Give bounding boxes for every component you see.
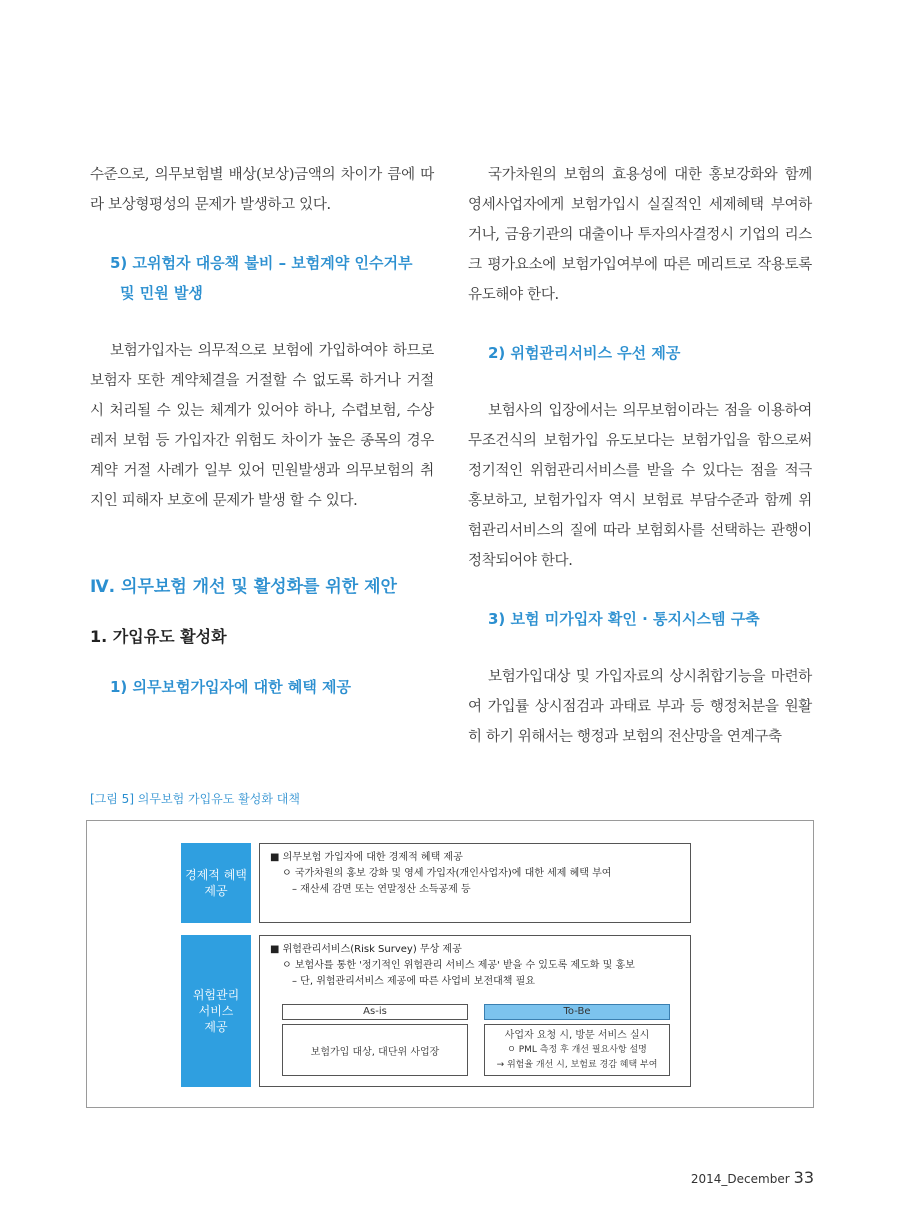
to-be-header: To-Be bbox=[484, 1004, 670, 1020]
section-heading: 1. 가입유도 활성화 bbox=[90, 627, 227, 646]
panel-item: ■ 의무보험 가입자에 대한 경제적 혜택 제공 bbox=[270, 852, 463, 863]
as-is-text: 보험가입 대상, 대단위 사업장 bbox=[310, 1046, 440, 1058]
to-be-box bbox=[484, 1024, 670, 1076]
body-paragraph: 보험가입대상 및 가입자료의 상시취합기능을 마련하여 가입률 상시점검과 과태료 부과 등 행정처분을 원활히 하기 위해서는 행정과 보험의 전산망을 연계구축 bbox=[468, 669, 812, 745]
subheading-5 bbox=[90, 248, 434, 308]
economic-benefit-label-line1: 경제적 혜택 bbox=[185, 868, 247, 882]
panel-item: – 단, 위험관리서비스 제공에 따른 사업비 보전대책 필요 bbox=[292, 976, 535, 987]
subheading-5-line1: 5) 고위험자 대응책 불비 – 보험계약 인수거부 bbox=[110, 254, 413, 272]
panel-item: – 재산세 감면 또는 연말정산 소득공제 등 bbox=[292, 884, 471, 895]
left-column bbox=[90, 160, 434, 702]
page-footer bbox=[691, 1168, 814, 1187]
panel-item: ■ 위험관리서비스(Risk Survey) 무상 제공 bbox=[270, 944, 462, 955]
subheading-1: 1) 의무보험가입자에 대한 혜택 제공 bbox=[110, 678, 352, 696]
right-column bbox=[468, 160, 812, 752]
subheading-5-line2: 및 민원 발생 bbox=[120, 284, 203, 302]
chapter-heading: Ⅳ. 의무보험 개선 및 활성화를 위한 제안 bbox=[90, 577, 397, 597]
as-is-box bbox=[282, 1024, 468, 1076]
economic-benefit-label-line2: 제공 bbox=[204, 884, 228, 898]
panel-item: ㅇ 보험사를 통한 '정기적인 위험관리 서비스 제공' 받을 수 있도록 제도화 및 홍보 bbox=[282, 960, 635, 971]
risk-service-label-line3: 제공 bbox=[204, 1020, 228, 1034]
panel-item: ㅇ 국가차원의 홍보 강화 및 영세 가입자(개인사업자)에 대한 세제 혜택 부여 bbox=[282, 868, 612, 879]
figure-caption: [그림 5] 의무보험 가입유도 활성화 대책 bbox=[90, 792, 300, 806]
as-is-header: As-is bbox=[282, 1004, 468, 1020]
body-paragraph: 보험가입자는 의무적으로 보험에 가입하여야 하므로 보험자 또한 계약체결을 거절할 수 없도록 하거나 거절시 처리될 수 있는 체계가 있어야 하나, 수렵보험, 수상레저 보험 등 가입자간 위험도 차이가 높은 종목의 경우 계약 거절 사례가 일부 있어 민원발생과 의무보험의 취지인 피해자 보호에 문제가 발생 할 수 있다. bbox=[90, 343, 434, 509]
to-be-line3: → 위험율 개선 시, 보험료 경감 혜택 부여 bbox=[496, 1059, 658, 1070]
body-paragraph: 수준으로, 의무보험별 배상(보상)금액의 차이가 큼에 따라 보상형평성의 문제가 발생하고 있다. bbox=[90, 167, 434, 213]
body-paragraph: 국가차원의 보험의 효용성에 대한 홍보강화와 함께 영세사업자에게 보험가입시 실질적인 세제혜택 부여하거나, 금융기관의 대출이나 투자의사결정시 기업의 리스크 평가요소에 보험가입여부에 따른 메리트로 작용토록 유도해야 한다. bbox=[468, 167, 812, 303]
risk-service-label-line1: 위험관리 bbox=[192, 988, 240, 1002]
economic-benefit-label bbox=[181, 843, 251, 923]
risk-service-label-line2: 서비스 bbox=[198, 1004, 234, 1018]
to-be-line1: 사업자 요청 시, 방문 서비스 실시 bbox=[504, 1029, 650, 1041]
issue-label: 2014_December bbox=[690, 1172, 790, 1186]
figure-box bbox=[86, 820, 814, 1108]
body-paragraph: 보험사의 입장에서는 의무보험이라는 점을 이용하여 무조건식의 보험가입 유도보다는 보험가입을 함으로써 정기적인 위험관리서비스를 받을 수 있다는 점을 적극 홍보하고, 보험가입자 역시 보험료 부담수준과 함께 위험관리서비스의 질에 따라 보험회사를 선택하는 관행이 정착되어야 한다. bbox=[468, 403, 812, 569]
to-be-line2: ㅇ PML 측정 후 개선 필요사항 설명 bbox=[507, 1044, 647, 1055]
risk-service-label bbox=[181, 935, 251, 1087]
economic-benefit-panel bbox=[259, 843, 691, 923]
page-number: 33 bbox=[793, 1168, 814, 1187]
subheading-2: 2) 위험관리서비스 우선 제공 bbox=[488, 344, 681, 362]
subheading-3: 3) 보험 미가입자 확인 · 통지시스템 구축 bbox=[488, 610, 760, 628]
